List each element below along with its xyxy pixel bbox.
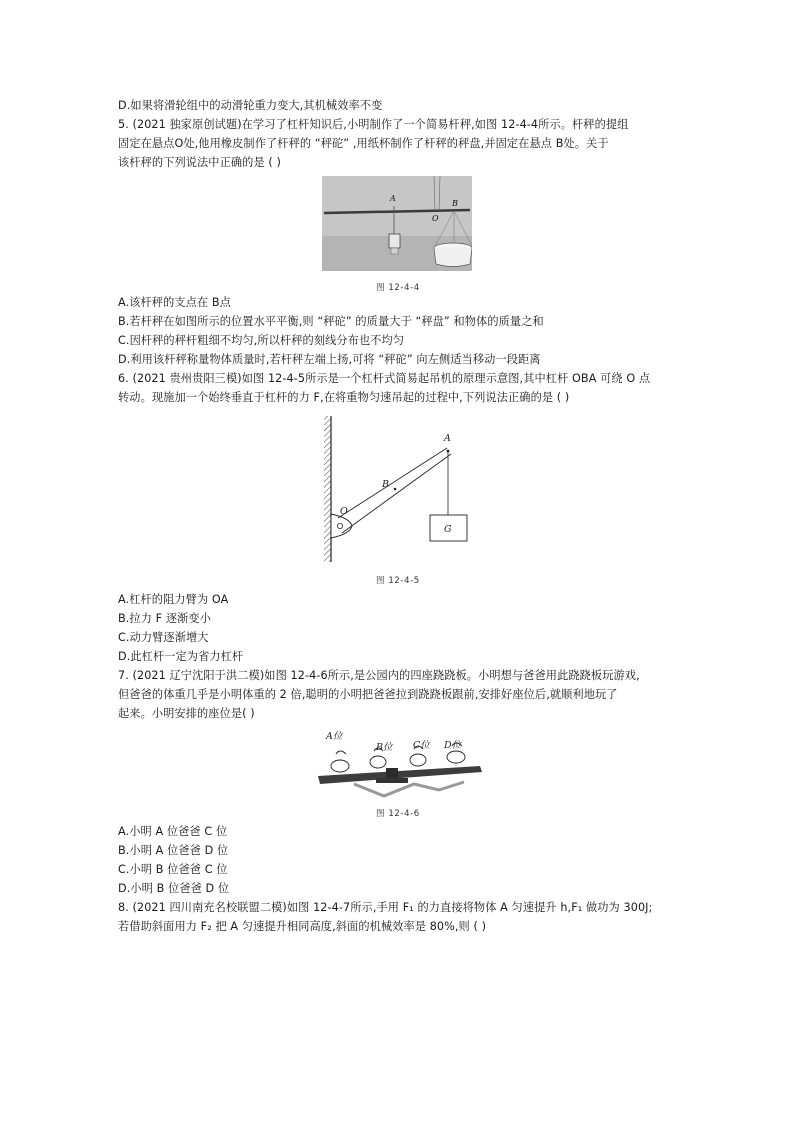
q7-option-d: D.小明 B 位爸爸 D 位 [118,882,230,895]
label-a: A [390,194,396,203]
label-o: O [432,214,439,223]
figure-caption-12-4-4: 图 12-4-4 [376,283,420,293]
seat-a-label: A位 [326,731,343,742]
label-g: G [444,524,452,535]
q6-stem-line-1: 6. (2021 贵州贵阳三模)如图 12-4-5所示是一个杠杆式简易起吊机的原理示意图,其中杠杆 OBA 可绕 O 点 [118,372,651,385]
q7-stem-line-2: 但爸爸的体重几乎是小明体重的 2 倍,聪明的小明把爸爸拉到跷跷板跟前,安排好座位后,就顺利地玩了 [118,688,618,701]
q6-option-a: A.杠杆的阻力臂为 OA [118,593,229,606]
label-a: A [444,433,451,444]
q4-option-d: D.如果将滑轮组中的动滑轮重力变大,其机械效率不变 [118,99,383,112]
q6-option-d: D.此杠杆一定为省力杠杆 [118,650,244,663]
q5-stem-line-3: 该杆秤的下列说法中正确的是 ( ) [118,156,281,169]
figure-caption-12-4-5: 图 12-4-5 [376,576,420,586]
figure-caption-12-4-6: 图 12-4-6 [376,809,420,819]
crane-lever-diagram [318,414,488,564]
q5-stem-line-2: 固定在悬点O处,他用橡皮制作了杆秤的 “秤砣” ,用纸杯制作了杆秤的秤盘,并固定在悬点 B处。关于 [118,137,609,150]
label-b: B [382,479,389,490]
steelyard-figure [322,176,472,271]
seesaw-figure [314,726,484,798]
label-o: O [340,506,348,517]
q5-option-a: A.该杆秤的支点在 B点 [118,296,231,309]
steelyard-photo [322,176,472,271]
q7-option-a: A.小明 A 位爸爸 C 位 [118,825,228,838]
seat-b-label: B位 [376,742,393,753]
q6-stem-line-2: 转动。现施加一个始终垂直于杠杆的力 F,在将重物匀速吊起的过程中,下列说法正确的是 ( ) [118,391,570,404]
q5-option-d: D.利用该杆秤称量物体质量时,若杆秤左端上扬,可将 “秤砣” 向左侧适当移动一段距离 [118,353,541,366]
q5-option-b: B.若杆秤在如图所示的位置水平平衡,则 “秤砣” 的质量大于 “秤盘” 和物体的质量之和 [118,315,544,328]
q7-stem-line-1: 7. (2021 辽宁沈阳于洪二模)如图 12-4-6所示,是公园内的四座跷跷板。小明想与爸爸用此跷跷板玩游戏, [118,669,640,682]
q8-stem-line-1: 8. (2021 四川南充名校联盟二模)如图 12-4-7所示,手用 F₁ 的力直接将物体 A 匀速提升 h,F₁ 做功为 300J; [118,901,653,914]
q7-option-c: C.小明 B 位爸爸 C 位 [118,863,228,876]
q6-option-c: C.动力臂逐渐增大 [118,631,209,644]
q7-option-b: B.小明 A 位爸爸 D 位 [118,844,229,857]
seat-c-label: C位 [413,740,430,751]
q7-stem-line-3: 起来。小明安排的座位是( ) [118,707,255,720]
q5-option-c: C.因杆秤的秤杆粗细不均匀,所以杆秤的刻线分布也不均匀 [118,334,405,347]
q8-stem-line-2: 若借助斜面用力 F₂ 把 A 匀速提升相同高度,斜面的机械效率是 80%,则 ( ) [118,920,487,933]
q5-stem-line-1: 5. (2021 独家原创试题)在学习了杠杆知识后,小明制作了一个简易杆秤,如图 12-4-4所示。杆秤的提组 [118,118,629,131]
label-b: B [452,199,458,208]
seat-d-label: D位 [444,740,462,751]
q6-option-b: B.拉力 F 逐渐变小 [118,612,212,625]
